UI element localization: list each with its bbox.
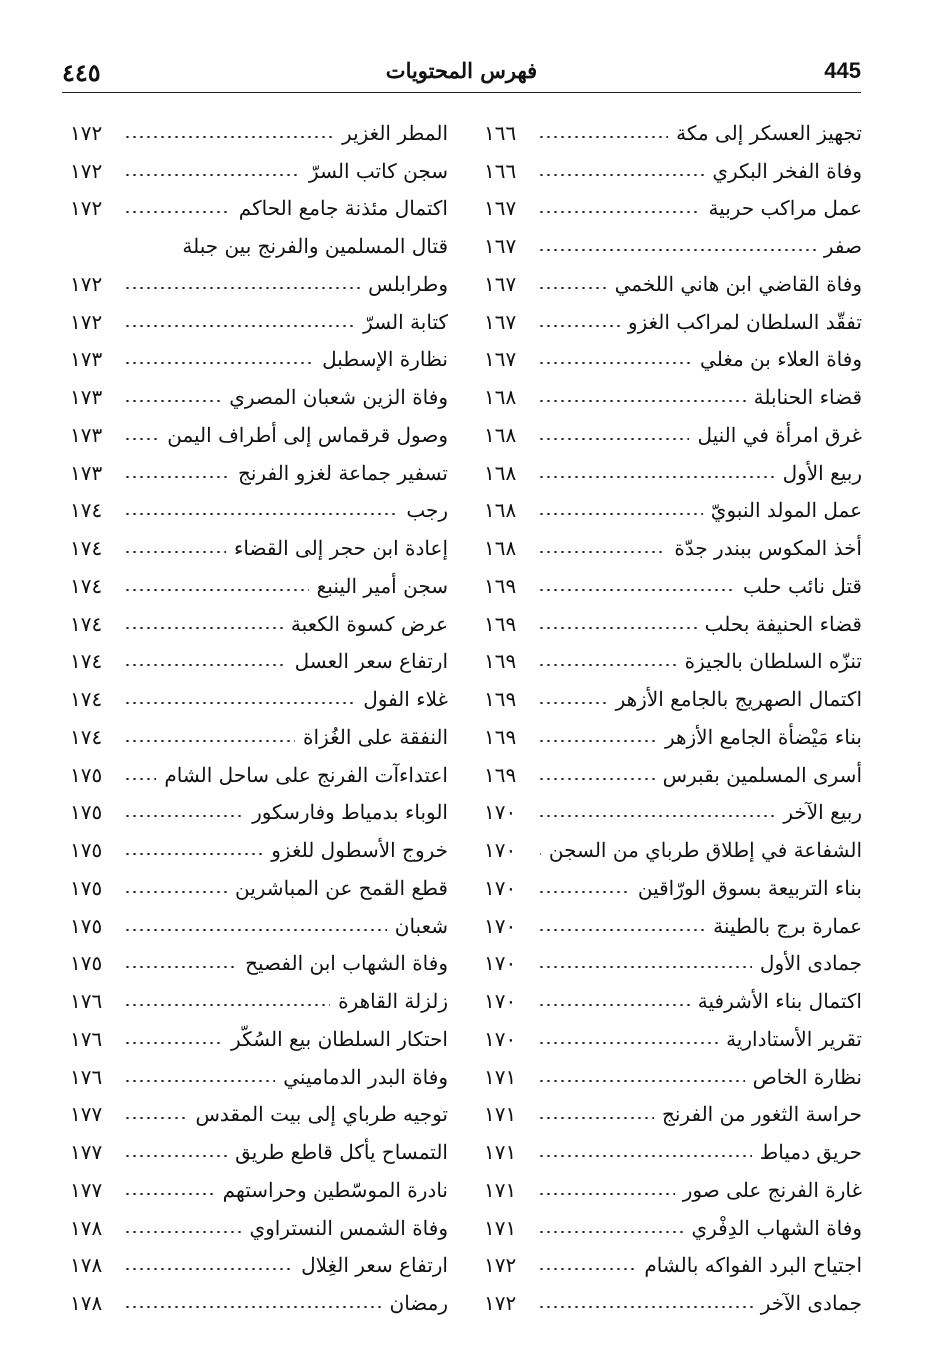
toc-entry-title: ارتفاع سعر العسل bbox=[294, 649, 448, 674]
dot-leader bbox=[124, 400, 221, 402]
dot-leader bbox=[124, 589, 309, 591]
toc-entry-page: ١٧٠ bbox=[484, 989, 517, 1014]
dot-leader bbox=[124, 287, 360, 289]
toc-entry-page: ١٧٥ bbox=[70, 800, 103, 825]
toc-entry-page: ١٧١ bbox=[484, 1177, 517, 1202]
toc-entry-page: ١٦٩ bbox=[484, 649, 517, 674]
dot-leader bbox=[538, 853, 541, 855]
toc-entry-title: جمادى الآخر bbox=[760, 1291, 862, 1316]
toc-entry-page: ١٦٨ bbox=[484, 498, 517, 523]
toc-entry-page: ١٧١ bbox=[484, 1064, 517, 1089]
toc-entry bbox=[484, 265, 862, 303]
dot-leader bbox=[538, 1004, 690, 1006]
dot-leader bbox=[538, 778, 655, 780]
toc-entry-title: الوباء بدمياط وفارسكور bbox=[252, 800, 448, 825]
toc-entry-page: ١٦٩ bbox=[484, 687, 517, 712]
dot-leader bbox=[538, 1080, 745, 1082]
toc-entry-title: غارة الفرنج على صور bbox=[682, 1177, 862, 1202]
toc-entry-title: شعبان bbox=[394, 913, 448, 938]
toc-entry-page: ١٧٨ bbox=[70, 1253, 103, 1278]
toc-entry bbox=[70, 114, 448, 152]
toc-entry bbox=[484, 869, 862, 907]
dot-leader bbox=[124, 1306, 382, 1308]
toc-entry-title: بناء التربيعة بسوق الورّاقين bbox=[637, 875, 862, 900]
dot-leader bbox=[124, 1155, 227, 1157]
toc-entry bbox=[70, 190, 448, 228]
toc-entry-page: ١٧٠ bbox=[484, 951, 517, 976]
toc-entry bbox=[484, 378, 862, 416]
toc-entry bbox=[484, 492, 862, 530]
toc-entry-page: ١٧٢ bbox=[484, 1291, 517, 1316]
toc-entry-title: الشفاعة في إطلاق طرباي من السجن bbox=[548, 838, 862, 863]
toc-entry bbox=[70, 1284, 448, 1322]
dot-leader bbox=[124, 1004, 330, 1006]
toc-entry-page: ١٧٠ bbox=[484, 838, 517, 863]
toc-entry-title: رمضان bbox=[389, 1291, 448, 1316]
dot-leader bbox=[538, 476, 775, 478]
toc-entry-page: ١٧٢ bbox=[70, 309, 103, 334]
toc-entry-title: أخذ المكوس ببندر جدّة bbox=[674, 536, 862, 561]
toc-entry-page: ١٧٦ bbox=[70, 1064, 103, 1089]
toc-entry bbox=[70, 643, 448, 681]
toc-entry-page: ١٧٠ bbox=[484, 875, 517, 900]
dot-leader bbox=[538, 136, 668, 138]
dot-leader bbox=[538, 1306, 753, 1308]
toc-entry-title: اكتمال الصهريج بالجامع الأزهر bbox=[615, 687, 862, 712]
toc-entry-page: ١٧٨ bbox=[70, 1291, 103, 1316]
dot-leader bbox=[538, 551, 666, 553]
toc-entry-title: اعتداءآت الفرنج على ساحل الشام bbox=[164, 762, 448, 787]
toc-entry-page: ١٧٤ bbox=[70, 498, 103, 523]
toc-entry-page: ١٧٢ bbox=[70, 158, 103, 183]
toc-entry bbox=[70, 1020, 448, 1058]
toc-entry bbox=[70, 718, 448, 756]
toc-entry-title: عمل المولد النبويّ bbox=[710, 498, 862, 523]
toc-entry-page: ١٦٦ bbox=[484, 158, 517, 183]
toc-entry-title: تقرير الأستادارية bbox=[726, 1026, 862, 1051]
toc-entry-page: ١٧١ bbox=[484, 1215, 517, 1240]
dot-leader bbox=[538, 438, 689, 440]
toc-entry bbox=[70, 341, 448, 379]
toc-entry bbox=[484, 1284, 862, 1322]
toc-entry bbox=[484, 1058, 862, 1096]
toc-entry-title: المطر الغزير bbox=[342, 120, 448, 145]
toc-entry-page: ١٧٧ bbox=[70, 1177, 103, 1202]
toc-entry-title: وفاة الفخر البكري bbox=[712, 158, 862, 183]
dot-leader bbox=[124, 664, 287, 666]
toc-entry bbox=[70, 907, 448, 945]
toc-entry-page: ١٧٨ bbox=[70, 1215, 103, 1240]
dot-leader bbox=[124, 702, 355, 704]
toc-entry bbox=[70, 265, 448, 303]
dot-leader bbox=[124, 815, 244, 817]
toc-entry bbox=[484, 416, 862, 454]
toc-entry-title: وصول قرقماس إلى أطراف اليمن bbox=[167, 422, 448, 447]
toc-entry-page: ١٧٣ bbox=[70, 347, 103, 372]
toc-entry-page: ١٧٥ bbox=[70, 762, 103, 787]
toc-entry bbox=[484, 190, 862, 228]
toc-entry-page: ١٧١ bbox=[484, 1102, 517, 1127]
page-number-arabic: ٤٤٥ bbox=[62, 58, 101, 87]
toc-entry-page: ١٦٨ bbox=[484, 460, 517, 485]
toc-entry bbox=[70, 1096, 448, 1134]
toc-entry-title: تجهيز العسكر إلى مكة bbox=[676, 120, 862, 145]
toc-entry-title: عرض كسوة الكعبة bbox=[290, 611, 448, 636]
dot-leader bbox=[124, 476, 230, 478]
toc-entry-page: ١٧٣ bbox=[70, 422, 103, 447]
toc-entry-page: ١٦٦ bbox=[484, 120, 517, 145]
toc-entry-page: ١٧٥ bbox=[70, 913, 103, 938]
toc-entry bbox=[70, 454, 448, 492]
dot-leader bbox=[538, 815, 775, 817]
dot-leader bbox=[538, 287, 607, 289]
dot-leader bbox=[124, 891, 227, 893]
toc-entry-page: ١٧٤ bbox=[70, 724, 103, 749]
dot-leader bbox=[538, 1042, 718, 1044]
toc-entry-page: ١٦٧ bbox=[484, 347, 517, 372]
toc-entry-title: حريق دمياط bbox=[759, 1140, 862, 1165]
toc-entry-page: ١٧٤ bbox=[70, 573, 103, 598]
dot-leader bbox=[124, 438, 159, 440]
dot-leader bbox=[538, 891, 630, 893]
toc-entry-page: ١٦٨ bbox=[484, 536, 517, 561]
toc-entry-title: ربيع الأول bbox=[782, 460, 862, 485]
toc-entry-title: أسرى المسلمين بقبرس bbox=[662, 762, 862, 787]
toc-entry-page: ١٧٥ bbox=[70, 875, 103, 900]
toc-entry-page: ١٦٩ bbox=[484, 611, 517, 636]
toc-entry-page: ١٧٢ bbox=[484, 1253, 517, 1278]
dot-leader bbox=[124, 551, 226, 553]
dot-leader bbox=[538, 249, 816, 251]
toc-entry bbox=[70, 869, 448, 907]
toc-entry bbox=[70, 1133, 448, 1171]
dot-leader bbox=[124, 136, 334, 138]
toc-entry bbox=[484, 114, 862, 152]
toc-entry-title: اكتمال مئذنة جامع الحاكم bbox=[238, 196, 448, 221]
toc-entry-title: قضاء الحنيفة بحلب bbox=[704, 611, 862, 636]
dot-leader bbox=[124, 1117, 187, 1119]
dot-leader bbox=[124, 174, 301, 176]
toc-entry-page: ١٧٧ bbox=[70, 1140, 103, 1165]
dot-leader bbox=[124, 1193, 215, 1195]
toc-entry bbox=[70, 794, 448, 832]
toc-entry-title: النفقة على الغُزاة bbox=[303, 724, 448, 749]
dot-leader bbox=[124, 1080, 275, 1082]
toc-entry-page: ١٧٢ bbox=[70, 120, 103, 145]
toc-entry-title: عمل مراكب حربية bbox=[708, 196, 862, 221]
toc-entry-title: ربيع الآخر bbox=[783, 800, 862, 825]
toc-entry-title: توجيه طرباي إلى بيت المقدس bbox=[195, 1102, 448, 1127]
toc-entry bbox=[70, 1209, 448, 1247]
toc-entry bbox=[484, 1020, 862, 1058]
toc-entry-page: ١٧٧ bbox=[70, 1102, 103, 1127]
toc-entry-title: قطع القمح عن المباشرين bbox=[234, 875, 448, 900]
toc-entry bbox=[484, 756, 862, 794]
toc-entry-title: التمساح يأكل قاطع طريق bbox=[235, 1140, 448, 1165]
toc-entry bbox=[484, 643, 862, 681]
toc-entry bbox=[70, 529, 448, 567]
toc-entry bbox=[70, 303, 448, 341]
toc-entry bbox=[70, 567, 448, 605]
dot-leader bbox=[538, 1155, 752, 1157]
toc-entry bbox=[70, 1247, 448, 1285]
toc-entry bbox=[484, 794, 862, 832]
toc-entry-title: اكتمال بناء الأشرفية bbox=[697, 989, 862, 1014]
toc-entry bbox=[70, 680, 448, 718]
toc-entry-title: وفاة القاضي ابن هاني اللخمي bbox=[614, 271, 862, 296]
toc-entry-title: غرق امرأة في النيل bbox=[697, 422, 862, 447]
toc-left-column bbox=[70, 114, 448, 1322]
toc-entry bbox=[484, 831, 862, 869]
dot-leader bbox=[538, 627, 697, 629]
toc-entry-title: وفاة الشمس النستراوي bbox=[249, 1215, 448, 1240]
toc-entry-title: تسفير جماعة لغزو الفرنج bbox=[237, 460, 448, 485]
toc-entry-title: حراسة الثغور من الفرنج bbox=[661, 1102, 862, 1127]
toc-entry bbox=[484, 303, 862, 341]
dot-leader bbox=[538, 1117, 654, 1119]
toc-entry bbox=[484, 454, 862, 492]
toc-entry-page: ١٧٠ bbox=[484, 1026, 517, 1051]
toc-entry-title: وطرابلس bbox=[368, 271, 448, 296]
toc-entry-title: نادرة الموسّطين وحراستهم bbox=[222, 1177, 448, 1202]
toc-entry-title: قتال المسلمين والفرنج بين جبلة bbox=[182, 234, 448, 259]
dot-leader bbox=[124, 627, 283, 629]
toc-entry bbox=[484, 529, 862, 567]
toc-entry-page: ١٦٩ bbox=[484, 762, 517, 787]
toc-entry-title: احتكار السلطان بيع السُكّر bbox=[231, 1026, 448, 1051]
toc-entry-page: ١٦٨ bbox=[484, 385, 517, 410]
toc-entry-page: ١٧٣ bbox=[70, 460, 103, 485]
toc-entry bbox=[484, 718, 862, 756]
toc-entry-title: وفاة البدر الدماميني bbox=[283, 1064, 448, 1089]
dot-leader bbox=[124, 853, 263, 855]
toc-right-column bbox=[484, 114, 862, 1322]
dot-leader bbox=[538, 664, 677, 666]
toc-entry-title: قضاء الحنابلة bbox=[753, 385, 862, 410]
toc-entry-title: ارتفاع سعر الغِلال bbox=[301, 1253, 448, 1278]
toc-entry-title: وفاة العلاء بن مغلي bbox=[700, 347, 862, 372]
toc-entry-page: ١٧٥ bbox=[70, 951, 103, 976]
page-header bbox=[62, 52, 861, 93]
toc-entry-title: وفاة الزين شعبان المصري bbox=[229, 385, 448, 410]
toc-entry bbox=[70, 227, 448, 265]
toc-entry-page: ١٧٠ bbox=[484, 800, 517, 825]
toc-entry-title: عمارة برج بالطينة bbox=[713, 913, 862, 938]
toc-entry-title: نظارة الإسطبل bbox=[322, 347, 448, 372]
toc-entry-title: رجب bbox=[406, 498, 448, 523]
toc-entry-title: تنزّه السلطان بالجيزة bbox=[684, 649, 862, 674]
dot-leader bbox=[538, 589, 735, 591]
toc-entry bbox=[70, 1058, 448, 1096]
toc-entry-page: ١٧٤ bbox=[70, 649, 103, 674]
toc-entry-title: صفر bbox=[823, 234, 862, 259]
dot-leader bbox=[538, 1193, 675, 1195]
toc-entry bbox=[70, 605, 448, 643]
toc-entry-title: وفاة الشهاب ابن الفصيح bbox=[245, 951, 448, 976]
toc-entry-title: سجن كاتب السرّ bbox=[309, 158, 448, 183]
toc-entry bbox=[484, 945, 862, 983]
dot-leader bbox=[124, 211, 231, 213]
toc-entry bbox=[70, 1171, 448, 1209]
dot-leader bbox=[124, 1268, 293, 1270]
toc-entry bbox=[484, 152, 862, 190]
toc-entry-title: بناء مَيْضأة الجامع الأزهر bbox=[664, 724, 862, 749]
dot-leader bbox=[538, 966, 752, 968]
dot-leader bbox=[124, 513, 398, 515]
toc-entry-page: ١٦٨ bbox=[484, 422, 517, 447]
toc-entry-title: قتل نائب حلب bbox=[743, 573, 862, 598]
toc-entry-page: ١٧٥ bbox=[70, 838, 103, 863]
toc-entry bbox=[484, 982, 862, 1020]
toc-entry-page: ١٧٢ bbox=[70, 196, 103, 221]
dot-leader bbox=[538, 1268, 636, 1270]
toc-entry bbox=[484, 1209, 862, 1247]
toc-entry-page: ١٦٩ bbox=[484, 724, 517, 749]
toc-entry bbox=[70, 152, 448, 190]
toc-entry-title: إعادة ابن حجر إلى القضاء bbox=[234, 536, 448, 561]
dot-leader bbox=[124, 929, 387, 931]
toc-entry-page: ١٧٠ bbox=[484, 913, 517, 938]
toc-entry bbox=[70, 831, 448, 869]
toc-entry-title: تفقّد السلطان لمراكب الغزو bbox=[627, 309, 862, 334]
toc-entry bbox=[70, 416, 448, 454]
toc-entry-title: جمادى الأول bbox=[759, 951, 862, 976]
toc-entry-page: ١٧٢ bbox=[70, 271, 103, 296]
dot-leader bbox=[538, 174, 704, 176]
toc-entry-page: ١٧٦ bbox=[70, 1026, 103, 1051]
toc-entry-page: ١٧١ bbox=[484, 1140, 517, 1165]
toc-entry-page: ١٦٧ bbox=[484, 234, 517, 259]
toc-entry-page: ١٦٧ bbox=[484, 271, 517, 296]
toc-entry bbox=[484, 1171, 862, 1209]
dot-leader bbox=[124, 740, 295, 742]
dot-leader bbox=[538, 929, 705, 931]
toc-entry-title: اجتياح البرد الفواكه بالشام bbox=[644, 1253, 862, 1278]
toc-entry bbox=[484, 567, 862, 605]
toc-entry-page: ١٧٦ bbox=[70, 989, 103, 1014]
toc-entry bbox=[70, 756, 448, 794]
toc-entry-page: ١٧٤ bbox=[70, 687, 103, 712]
dot-leader bbox=[124, 1042, 223, 1044]
toc-entry bbox=[484, 1133, 862, 1171]
toc-entry-title: غلاء الفول bbox=[363, 687, 448, 712]
page-title: فهرس المحتويات bbox=[385, 58, 538, 83]
dot-leader bbox=[124, 362, 314, 364]
toc-entry bbox=[484, 907, 862, 945]
toc-entry bbox=[70, 982, 448, 1020]
toc-entry bbox=[484, 1247, 862, 1285]
toc-entry-title: نظارة الخاص bbox=[752, 1064, 862, 1089]
toc-entry-title: سجن أمير الينبع bbox=[316, 573, 448, 598]
dot-leader bbox=[538, 400, 746, 402]
toc-entry-page: ١٧٤ bbox=[70, 611, 103, 636]
dot-leader bbox=[538, 362, 692, 364]
page-number-latin: 445 bbox=[824, 58, 861, 83]
toc-entry-page: ١٦٧ bbox=[484, 196, 517, 221]
toc-entry bbox=[70, 945, 448, 983]
dot-leader bbox=[538, 325, 620, 327]
dot-leader bbox=[538, 702, 608, 704]
toc-entry bbox=[70, 492, 448, 530]
dot-leader bbox=[538, 211, 700, 213]
toc-entry bbox=[484, 1096, 862, 1134]
toc-entry bbox=[70, 378, 448, 416]
dot-leader bbox=[124, 966, 237, 968]
toc-entry-title: كتابة السرّ bbox=[363, 309, 448, 334]
dot-leader bbox=[124, 325, 355, 327]
toc-entry bbox=[484, 680, 862, 718]
dot-leader bbox=[538, 513, 703, 515]
toc-entry-page: ١٦٧ bbox=[484, 309, 517, 334]
toc-entry-page: ١٧٤ bbox=[70, 536, 103, 561]
toc-entry-page: ١٧٣ bbox=[70, 385, 103, 410]
dot-leader bbox=[538, 1231, 683, 1233]
toc-entry-page: ١٦٩ bbox=[484, 573, 517, 598]
dot-leader bbox=[124, 1231, 241, 1233]
toc-entry bbox=[484, 227, 862, 265]
toc-entry-title: خروج الأسطول للغزو bbox=[271, 838, 448, 863]
dot-leader bbox=[124, 778, 156, 780]
toc-entry bbox=[484, 605, 862, 643]
toc-entry-title: زلزلة القاهرة bbox=[338, 989, 448, 1014]
toc-entry bbox=[484, 341, 862, 379]
toc-entry-title: وفاة الشهاب الدِفْري bbox=[691, 1215, 862, 1240]
dot-leader bbox=[538, 740, 657, 742]
